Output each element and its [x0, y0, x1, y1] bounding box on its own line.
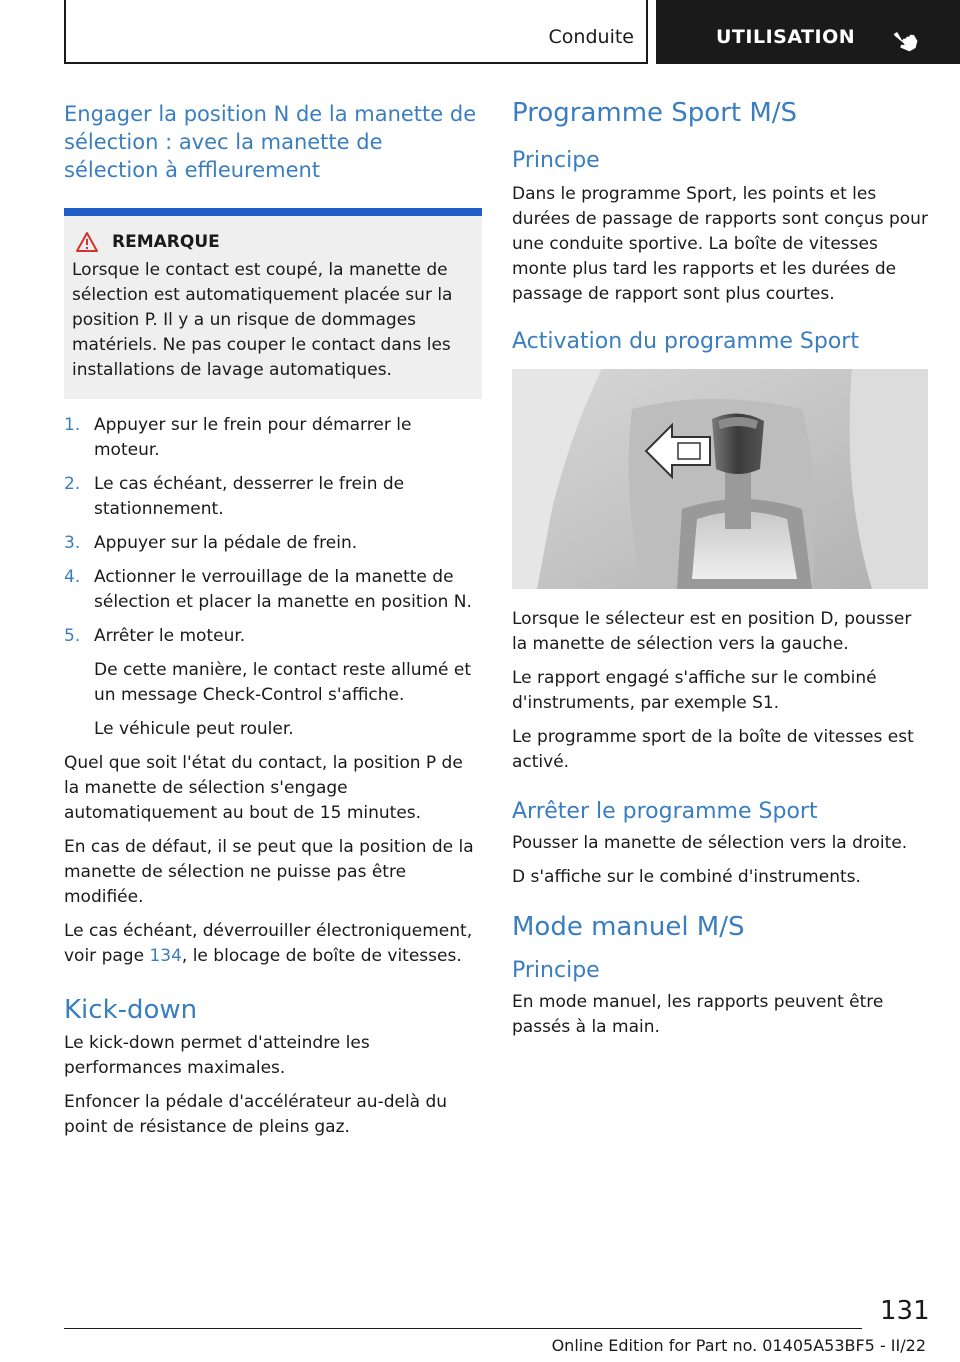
paragraph: Le rapport engagé s'affiche sur le combiné d'instruments, par exemple S1. — [512, 668, 877, 713]
subheading-principe: Principe — [512, 148, 600, 173]
subheading-principe: Principe — [512, 958, 600, 983]
header-section: UTILISATION — [716, 26, 856, 48]
note-title — [72, 232, 472, 252]
list-item — [64, 531, 482, 556]
list-item — [64, 413, 482, 463]
list-item — [64, 624, 482, 742]
paragraph: Le programme sport de la boîte de vitesses est activé. — [512, 727, 914, 772]
paragraph: En mode manuel, les rapports peuvent être passés à la main. — [512, 992, 884, 1037]
paragraph: Pousser la manette de sélection vers la droite. — [512, 833, 908, 853]
step-text: Le cas échéant, desserrer le frein de stationnement. — [94, 474, 405, 519]
section-heading-manual: Mode manuel M/S — [512, 912, 745, 942]
paragraph: D s'affiche sur le combiné d'instruments. — [512, 867, 861, 887]
step-number: 2. — [64, 474, 81, 494]
step-number: 5. — [64, 626, 81, 646]
step-sub-text: Le véhicule peut rouler. — [94, 719, 294, 739]
paragraph: Enfoncer la pédale d'accélérateur au-delà du point de résistance de pleins gaz. — [64, 1092, 448, 1137]
page-number: 131 — [880, 1296, 930, 1326]
footer-edition: Online Edition for Part no. 01405A53BF5 - II/22 — [551, 1336, 926, 1355]
section-heading-n-position: Engager la position N de la manette de sélection : avec la manette de sélection à effleurement — [64, 102, 477, 182]
header-rule-left — [64, 0, 66, 64]
header-rule-bottom — [64, 62, 648, 64]
subheading-activation: Activation du programme Sport — [512, 329, 859, 354]
footer-rule — [64, 1328, 862, 1329]
paragraph: Quel que soit l'état du contact, la position P de la manette de sélection s'engage automatiquement au bout de 15 minutes. — [64, 753, 463, 823]
paragraph: Le kick-down permet d'atteindre les performances maximales. — [64, 1033, 370, 1078]
note-text: Lorsque le contact est coupé, la manette de sélection est automatiquement placée sur la position P. Il y a un risque de dommages matériels. Ne pas couper le contact dans les installations de lavage automatiques. — [72, 260, 453, 380]
step-sub-text: De cette manière, le contact reste allumé et un message Check-Control s'affiche. — [94, 660, 472, 705]
warning-triangle-icon — [76, 232, 98, 252]
note-title-text: REMARQUE — [112, 232, 220, 252]
gear-selector-photo — [512, 369, 928, 589]
hand-pointer-icon — [892, 24, 922, 54]
step-number: 1. — [64, 415, 81, 435]
step-list — [64, 413, 482, 742]
section-heading-kickdown: Kick-down — [64, 995, 198, 1025]
step-text: Actionner le verrouillage de la manette de sélection et placer la manette en position N. — [94, 567, 472, 612]
paragraph-text: , le blocage de boîte de vitesses. — [181, 946, 462, 966]
header-chapter: Conduite — [548, 26, 634, 48]
subheading-stop-sport: Arrêter le programme Sport — [512, 799, 818, 824]
step-text: Arrêter le moteur. — [94, 626, 246, 646]
paragraph: Dans le programme Sport, les points et les durées de passage de rapports sont conçus pour une conduite sportive. La boîte de vitesses monte plus tard les rapports et les durées de passage de rapport sont plus courtes. — [512, 184, 928, 304]
step-text: Appuyer sur la pédale de frein. — [94, 533, 358, 553]
paragraph — [64, 919, 482, 969]
right-column — [512, 96, 930, 1049]
page-link[interactable]: 134 — [149, 946, 182, 966]
list-item — [64, 565, 482, 615]
list-item — [64, 472, 482, 522]
step-number: 3. — [64, 533, 81, 553]
paragraph: En cas de défaut, il se peut que la position de la manette de sélection ne puisse pas être modifiée. — [64, 837, 474, 907]
section-heading-sport: Programme Sport M/S — [512, 98, 798, 128]
header-rule-mid — [646, 0, 648, 64]
paragraph: Lorsque le sélecteur est en position D, pousser la manette de sélection vers la gauche. — [512, 609, 912, 654]
step-text: Appuyer sur le frein pour démarrer le moteur. — [94, 415, 412, 460]
left-column — [64, 100, 482, 1149]
paragraph-text: Le cas échéant, déverrouiller électroniquement, voir page — [64, 921, 473, 966]
step-number: 4. — [64, 567, 81, 587]
warning-note — [64, 208, 482, 399]
